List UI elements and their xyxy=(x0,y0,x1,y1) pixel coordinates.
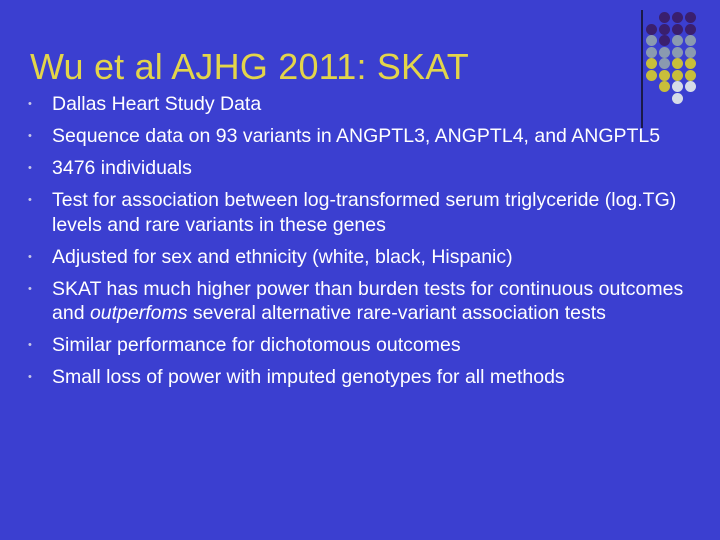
decorative-dot xyxy=(659,24,670,35)
decorative-dot xyxy=(685,35,696,46)
decorative-dot xyxy=(646,47,657,58)
bullet-item xyxy=(28,365,688,390)
decorative-dot xyxy=(672,35,683,46)
bullet-text-part: several alternative rare-variant association tests xyxy=(187,302,606,324)
bullet-item xyxy=(28,92,688,117)
bullet-text: Test for association between log-transformed serum triglyceride (log.TG) levels and rare variants in these genes xyxy=(52,189,677,236)
bullet-marker: • xyxy=(28,130,32,142)
decorative-dot xyxy=(646,24,657,35)
decorative-dot xyxy=(672,81,683,92)
decorative-dot xyxy=(659,12,670,23)
decorative-dot xyxy=(646,70,657,81)
decorative-dot xyxy=(659,81,670,92)
bullet-marker: • xyxy=(28,162,32,174)
bullet-item xyxy=(28,277,688,326)
bullet-text: Dallas Heart Study Data xyxy=(52,93,262,115)
decorative-dot xyxy=(646,35,657,46)
slide-title: Wu et al AJHG 2011: SKAT xyxy=(30,46,469,88)
decorative-dot xyxy=(659,58,670,69)
bullet-text: Adjusted for sex and ethnicity (white, black, Hispanic) xyxy=(52,245,513,268)
decorative-dot xyxy=(685,24,696,35)
bullet-item xyxy=(28,245,688,270)
bullet-text: Small loss of power with imputed genotypes for all methods xyxy=(52,366,565,388)
bullet-item xyxy=(28,188,688,237)
bullet-marker: • xyxy=(28,282,32,295)
decorative-dot xyxy=(685,58,696,69)
decorative-dot xyxy=(685,70,696,81)
bullet-text xyxy=(52,278,683,325)
decorative-dot xyxy=(672,24,683,35)
bullet-marker: • xyxy=(28,339,32,351)
decorative-dot xyxy=(685,81,696,92)
bullet-text: 3476 individuals xyxy=(52,157,192,179)
decorative-dot xyxy=(646,58,657,69)
bullet-item xyxy=(28,156,688,181)
decorative-dot xyxy=(672,47,683,58)
bullet-list xyxy=(28,92,688,397)
decorative-dot xyxy=(659,47,670,58)
decorative-dot xyxy=(672,70,683,81)
bullet-marker: • xyxy=(28,98,32,110)
bullet-text: Similar performance for dichotomous outcomes xyxy=(52,334,461,356)
bullet-text-part: SKAT has much higher power than burden tests for continuous outcomes and xyxy=(52,277,684,324)
bullet-marker: • xyxy=(28,250,32,263)
bullet-marker: • xyxy=(28,371,32,383)
decorative-dot xyxy=(685,12,696,23)
decorative-dot xyxy=(659,35,670,46)
bullet-item xyxy=(28,333,688,358)
decorative-dot xyxy=(672,12,683,23)
bullet-text-emphasis: outperfoms xyxy=(89,302,188,324)
bullet-marker: • xyxy=(28,194,32,206)
decorative-dot xyxy=(659,70,670,81)
bullet-item xyxy=(28,124,688,149)
decorative-dot xyxy=(672,58,683,69)
bullet-text: Sequence data on 93 variants in ANGPTL3, ANGPTL4, and ANGPTL5 xyxy=(52,125,661,147)
decorative-dot xyxy=(685,47,696,58)
